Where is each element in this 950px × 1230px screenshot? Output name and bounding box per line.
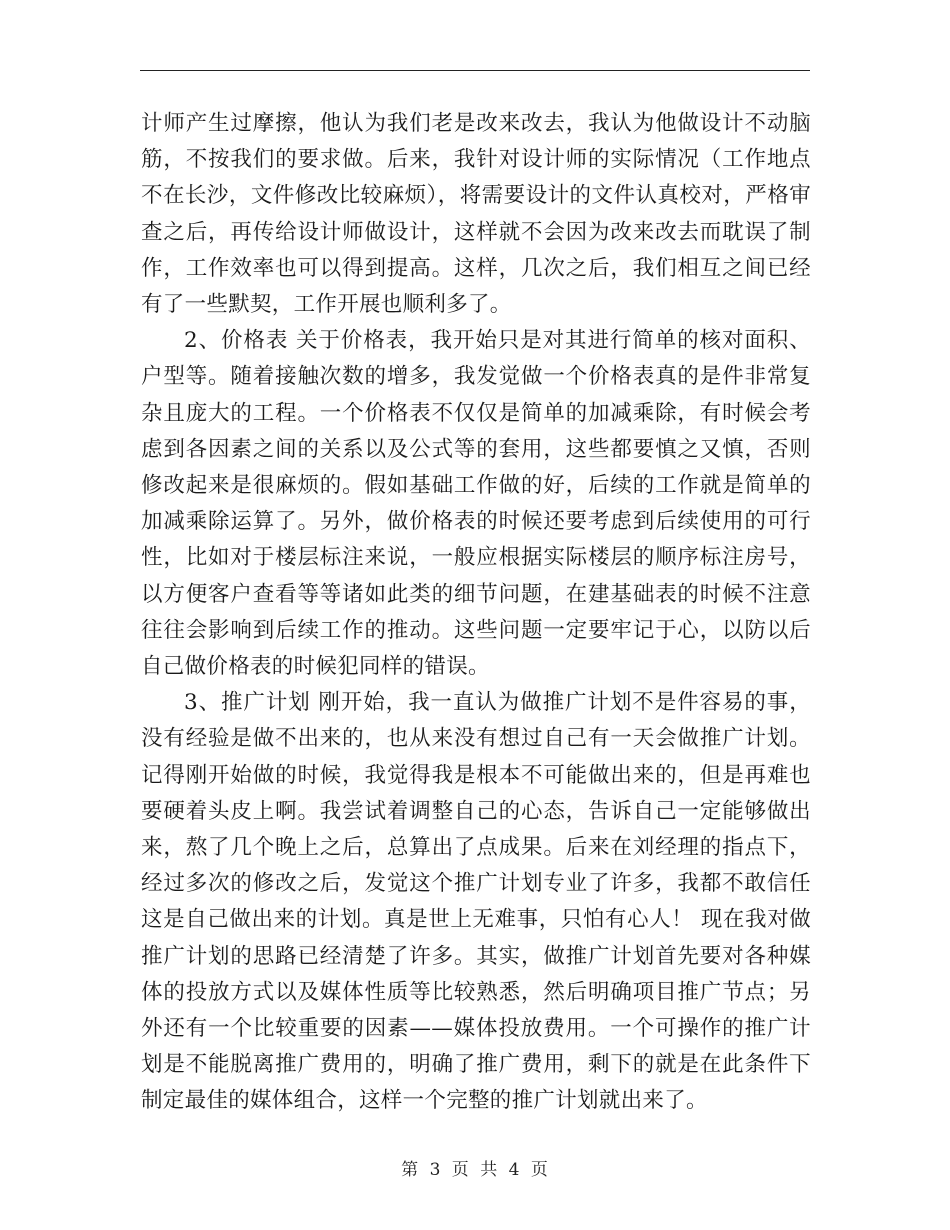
page-footer (0, 1155, 950, 1180)
paragraph-continuation: 计师产生过摩擦，他认为我们老是改来改去，我认为他做设计不动脑筋，不按我们的要求做。后来，我针对设计师的实际情况（工作地点不在长沙，文件修改比较麻烦），将需要设计的文件认真校对，严格审查之后，再传给设计师做设计，这样就不会因为改来改去而耽误了制作，工作效率也可以得到提高。这样，几次之后，我们相互之间已经有了一些默契，工作开展也顺利多了。 (141, 111, 811, 318)
footer-prefix: 第 (401, 1160, 420, 1180)
paragraph-promotion-plan: 3、推广计划 刚开始，我一直认为做推广计划不是件容易的事，没有经验是做不出来的，也从来没有想过自己有一天会做推广计划。记得刚开始做的时候，我觉得我是根本不可能做出来的，但是再难也要硬着头皮上啊。我尝试着调整自己的心态，告诉自己一定能够做出来，熬了几个晚上之后，总算出了点成果。后来在刘经理的指点下，经过多次的修改之后，发觉这个推广计划专业了许多，我都不敢信任这是自己做出来的计划。真是世上无难事，只怕有心人！ 现在我对做推广计划的思路已经清楚了许多。其实，做推广计划首先要对各种媒体的投放方式以及媒体性质等比较熟悉，然后明确项目推广节点；另外还有一个比较重要的因素——媒体投放费用。一个可操作的推广计划是不能脱离推广费用的，明确了推广费用，剩下的就是在此条件下制定最佳的媒体组合，这样一个完整的推广计划就出来了。 (141, 690, 811, 1114)
footer-current-page: 3 (429, 1160, 442, 1180)
header-rule (140, 70, 810, 71)
footer-total-word: 共 (480, 1160, 499, 1180)
document-body (141, 106, 811, 1120)
footer-total-pages: 4 (508, 1160, 521, 1180)
footer-suffix: 页 (530, 1160, 549, 1180)
paragraph-price-table: 2、价格表 关于价格表，我开始只是对其进行简单的核对面积、户型等。随着接触次数的增多，我发觉做一个价格表真的是件非常复杂且庞大的工程。一个价格表不仅仅是简单的加减乘除，有时候会考虑到各因素之间的关系以及公式等的套用，这些都要慎之又慎，否则修改起来是很麻烦的。假如基础工作做的好，后续的工作就是简单的加减乘除运算了。另外，做价格表的时候还要考虑到后续使用的可行性，比如对于楼层标注来说，一般应根据实际楼层的顺序标注房号，以方便客户查看等等诸如此类的细节问题，在建基础表的时候不注意往往会影响到后续工作的推动。这些问题一定要牢记于心，以防以后自己做价格表的时候犯同样的错误。 (141, 328, 811, 680)
footer-page-word: 页 (451, 1160, 470, 1180)
